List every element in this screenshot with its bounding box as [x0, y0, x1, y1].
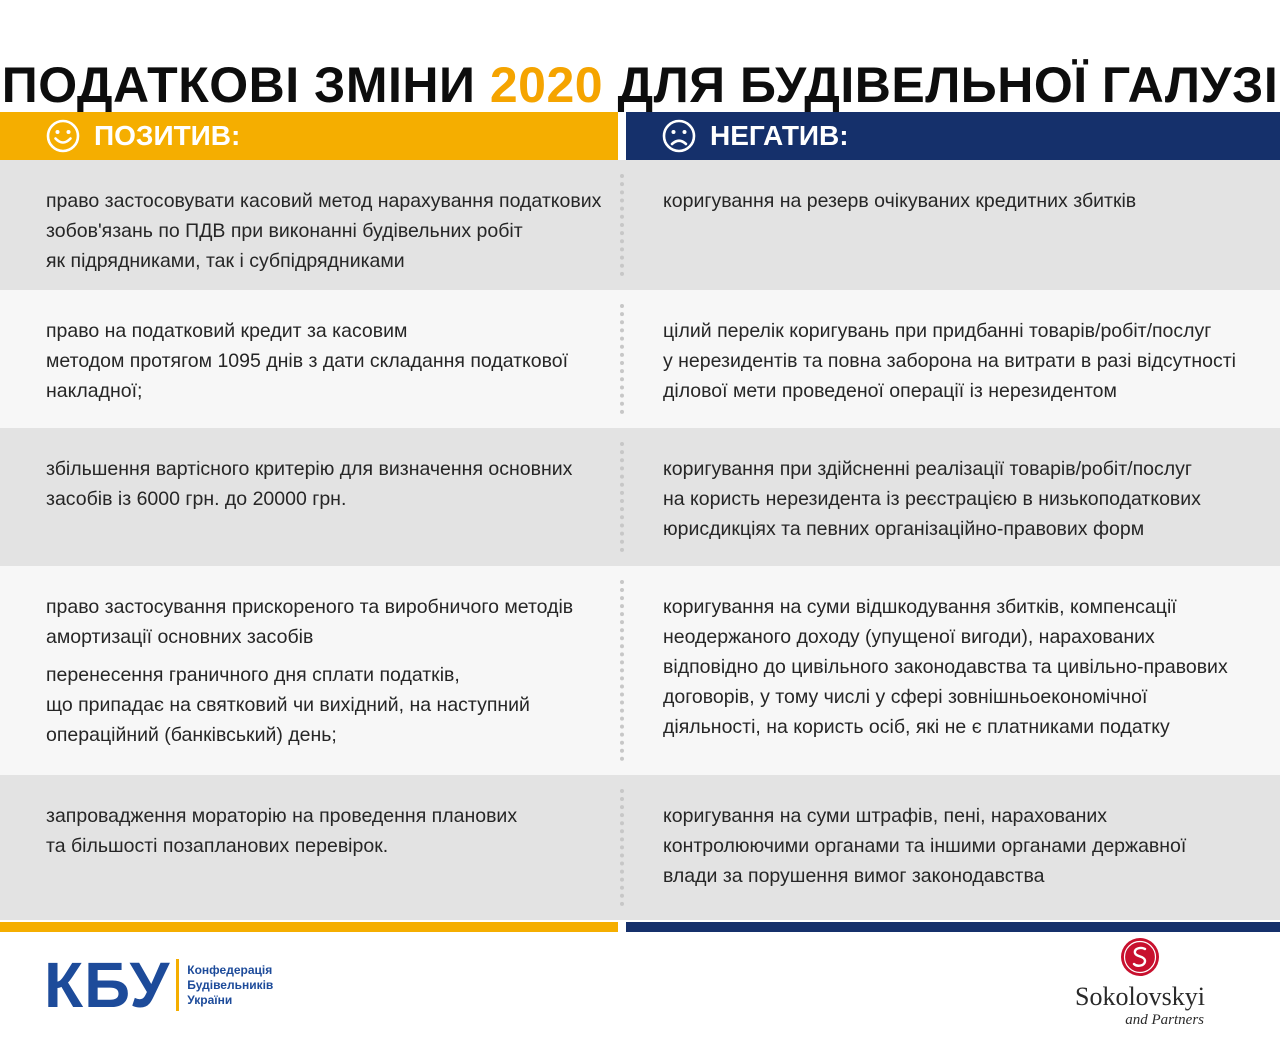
negative-paragraph [663, 801, 1263, 891]
text-line: амортизації основних засобів [46, 626, 314, 648]
text-line: зобов'язань по ПДВ при виконанні будівельних робіт [46, 220, 523, 242]
text-line: коригування на суми відшкодування збитків, компенсації [663, 596, 1177, 618]
positive-paragraph [46, 454, 606, 514]
negative-paragraph [663, 592, 1263, 742]
column-divider [620, 304, 628, 414]
page-title [0, 56, 1280, 114]
table-row [0, 566, 1280, 775]
text-line: влади за порушення вимог законодавства [663, 865, 1045, 887]
text-line: право застосування прискореного та виробничого методів [46, 596, 574, 618]
positive-cell [46, 316, 606, 406]
positive-paragraph [46, 592, 606, 652]
kbu-logo-text [187, 963, 273, 1008]
text-line: що припадає на святковий чи вихідний, на наступний [46, 694, 530, 716]
text-line: перенесення граничного дня сплати податків, [46, 664, 460, 686]
table-row [0, 290, 1280, 428]
kbu-logo-line: України [187, 992, 233, 1007]
kbu-logo-line: Будівельників [187, 977, 274, 992]
text-line: засобів із 6000 грн. до 20000 грн. [46, 488, 347, 510]
text-line: цілий перелік коригувань при придбанні товарів/робіт/послуг [663, 320, 1212, 342]
sokolovskyi-sub: and Partners [1125, 1012, 1204, 1028]
positive-header [0, 112, 618, 160]
text-line: контролюючими органами та іншими органами державної [663, 835, 1187, 857]
table-row [0, 160, 1280, 290]
kbu-logo-line: Конфедерація [187, 962, 273, 977]
text-line: у нерезидентів та повна заборона на витрати в разі відсутності [663, 350, 1236, 372]
negative-paragraph [663, 186, 1263, 216]
text-line: коригування на резерв очікуваних кредитних збитків [663, 190, 1137, 212]
positive-paragraph [46, 186, 606, 276]
negative-header [626, 112, 1280, 160]
negative-paragraph [663, 454, 1263, 544]
text-line: запровадження мораторію на проведення планових [46, 805, 518, 827]
text-line: договорів, у тому числі у сфері зовнішньоекономічної [663, 686, 1148, 708]
text-line: методом протягом 1095 днів з дати складання податкової [46, 350, 569, 372]
text-line: коригування при здійсненні реалізації товарів/робіт/послуг [663, 458, 1192, 480]
title-part-1: ПОДАТКОВІ ЗМІНИ [1, 56, 490, 113]
positive-paragraph [46, 660, 606, 750]
table-row [0, 428, 1280, 566]
column-divider [620, 580, 628, 761]
column-divider [620, 174, 628, 276]
text-line: збільшення вартісного критерію для визначення основних [46, 458, 573, 480]
negative-cell [663, 801, 1263, 891]
positive-cell [46, 186, 606, 276]
text-line: відповідно до цивільного законодавства та цивільно-правових [663, 656, 1228, 678]
negative-cell [663, 592, 1263, 742]
positive-header-label: ПОЗИТИВ: [94, 120, 241, 151]
positive-cell [46, 454, 606, 514]
positive-paragraph [46, 316, 606, 406]
kbu-logo [44, 949, 274, 1021]
text-line: на користь нерезидента із реєстрацією в низькоподаткових [663, 488, 1201, 510]
text-line: як підрядниками, так і субпідрядниками [46, 250, 405, 272]
kbu-logo-mark: КБУ [44, 949, 171, 1021]
text-line: право на податковий кредит за касовим [46, 320, 408, 342]
column-divider [620, 442, 628, 552]
sokolovskyi-name: Sokolovskyi [1074, 982, 1206, 1011]
negative-cell [663, 316, 1263, 406]
sokolovskyi-logo [1050, 936, 1230, 1036]
negative-header-label: НЕГАТИВ: [710, 120, 849, 151]
text-line: право застосовувати касовий метод нарахування податкових [46, 190, 602, 212]
text-line: коригування на суми штрафів, пені, нарахованих [663, 805, 1107, 827]
footer-bar-positive [0, 922, 618, 932]
text-line: накладної; [46, 380, 143, 402]
sad-face-icon [662, 119, 696, 153]
negative-cell [663, 186, 1263, 216]
text-line: та більшості позапланових перевірок. [46, 835, 389, 857]
column-divider [620, 789, 628, 906]
positive-cell [46, 592, 606, 750]
kbu-logo-separator [176, 959, 179, 1011]
title-year: 2020 [489, 56, 604, 113]
smiley-face-icon [46, 119, 80, 153]
text-line: неодержаного доходу (упущеної вигоди), нарахованих [663, 626, 1155, 648]
negative-cell [663, 454, 1263, 544]
footer-bar-negative [626, 922, 1280, 932]
positive-cell [46, 801, 606, 861]
title-part-2: ДЛЯ БУДІВЕЛЬНОЇ ГАЛУЗІ [603, 56, 1279, 113]
table-row [0, 775, 1280, 920]
text-line: ділової мети проведеної операції із нерезидентом [663, 380, 1117, 402]
text-line: операційний (банківський) день; [46, 724, 337, 746]
text-line: юрисдикціях та певних організаційно-правових форм [663, 518, 1145, 540]
seal-icon [1119, 936, 1161, 978]
positive-paragraph [46, 801, 606, 861]
negative-paragraph [663, 316, 1263, 406]
text-line: діяльності, на користь осіб, які не є платниками податку [663, 716, 1170, 738]
